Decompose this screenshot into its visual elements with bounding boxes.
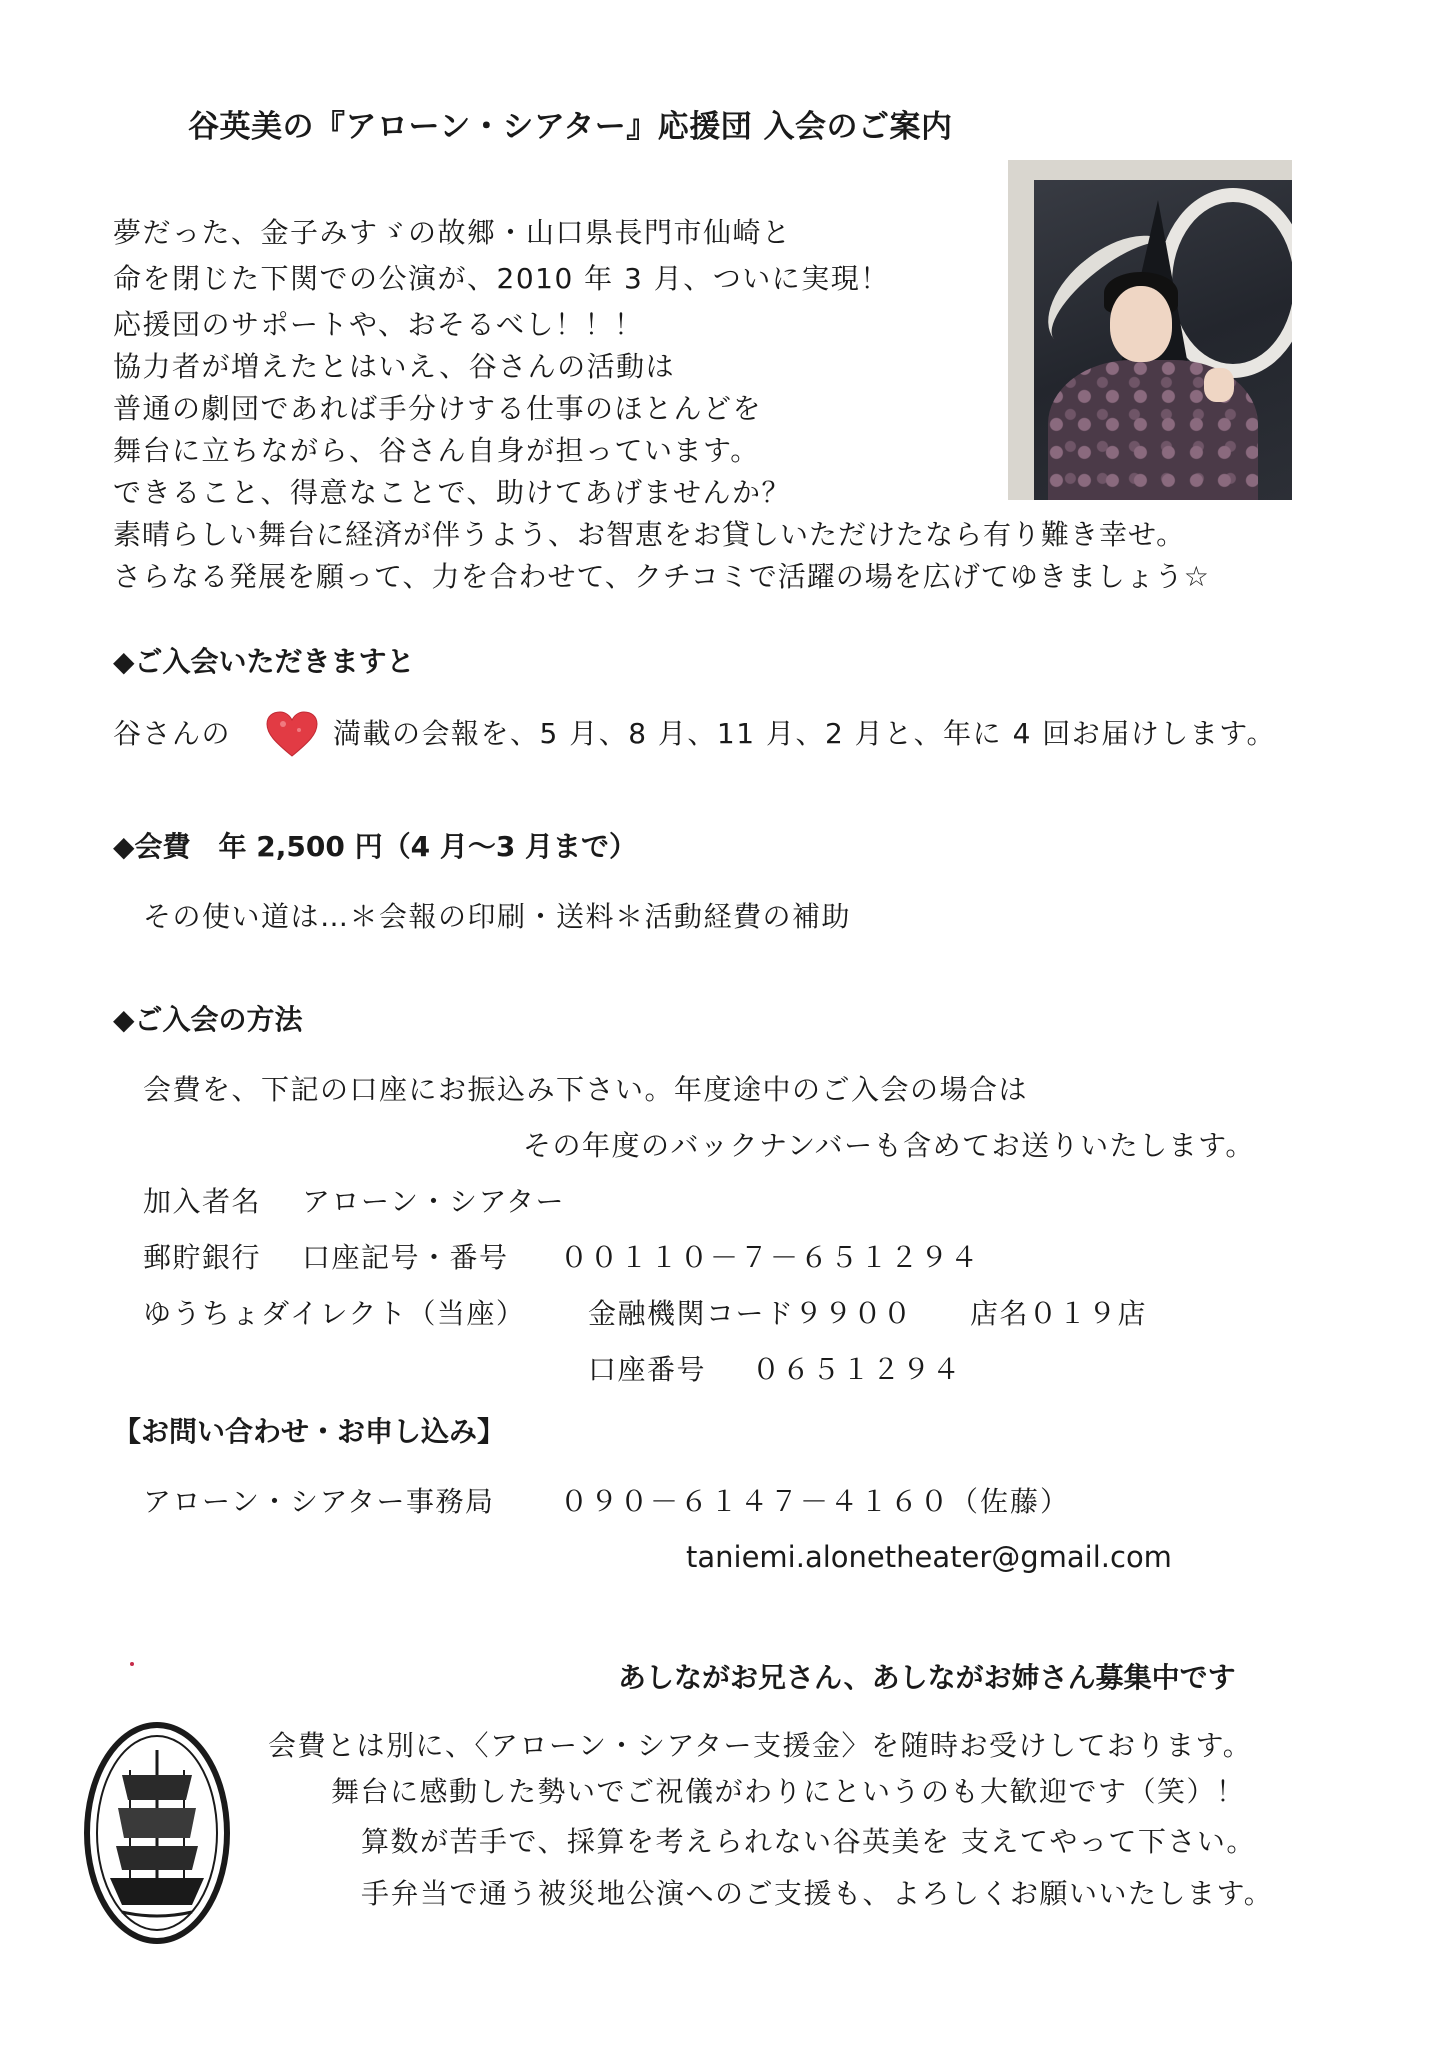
intro-line: 夢だった、金子みすゞの故郷・山口県長門市仙崎と: [113, 216, 792, 249]
join-text-after: 満載の会報を、5 月、8 月、11 月、2 月と、年に 4 回お届けします。: [333, 717, 1277, 750]
intro-line: さらなる発展を願って、力を合わせて、クチコミで活躍の場を広げてゆきましょう☆: [113, 560, 1210, 593]
intro-line: 命を閉じた下関での公演が、2010 年 3 月、ついに実現！: [113, 262, 890, 295]
intro-line: できること、得意なことで、助けてあげませんか？: [113, 476, 791, 509]
intro-line: 協力者が増えたとはいえ、谷さんの活動は: [113, 350, 676, 383]
section-fee-heading: ◆会費 年 2,500 円（4 月〜3 月まで）: [113, 830, 638, 863]
subscriber-label: 加入者名: [143, 1185, 262, 1218]
office-label: アローン・シアター事務局: [143, 1485, 495, 1518]
contact-heading: 【お問い合わせ・お申し込み】: [113, 1415, 506, 1448]
intro-line: 応援団のサポートや、おそるべし！！！: [113, 308, 644, 341]
recruit-line: 会費とは別に、〈アローン・シアター支援金〉を随時お受けしております。: [268, 1729, 1253, 1762]
recruit-line: 舞台に感動した勢いでご祝儀がわりにというのも大歓迎です（笑）！: [331, 1775, 1246, 1808]
recruit-line: 算数が苦手で、採算を考えられない谷英美を 支えてやって下さい。: [361, 1825, 1256, 1858]
section-join-heading: ◆ご入会いただきますと: [113, 645, 415, 678]
account-no-label: 口座番号: [588, 1353, 707, 1386]
method-line2: その年度のバックナンバーも含めてお送りいたします。: [523, 1129, 1255, 1162]
account-no-value: ０６５１２９４: [752, 1353, 963, 1386]
contact-phone: ０９０－６１４７－４１６０（佐藤）: [560, 1485, 1071, 1518]
recruit-heading: あしながお兄さん、あしながお姉さん募集中です: [618, 1661, 1236, 1694]
join-text-before: 谷さんの: [113, 717, 232, 750]
performer-photo: [1008, 160, 1292, 500]
postal-account-value: ００１１０－７－６５１２９４: [560, 1241, 981, 1274]
method-line1: 会費を、下記の口座にお振込み下さい。年度途中のご入会の場合は: [143, 1073, 1029, 1106]
direct-label: ゆうちょダイレクト（当座）: [143, 1297, 526, 1330]
section-method-heading: ◆ご入会の方法: [113, 1003, 303, 1036]
postal-account-label: 口座記号・番号: [302, 1241, 509, 1274]
subscriber-value: アローン・シアター: [302, 1185, 565, 1218]
fee-usage: その使い道は…＊会報の印刷・送料＊活動経費の補助: [143, 900, 852, 933]
intro-line: 普通の劇団であれば手分けする仕事のほとんどを: [113, 392, 763, 425]
bank-code: 金融機関コード９９００: [588, 1297, 913, 1330]
intro-line: 素晴らしい舞台に経済が伴うよう、お智恵をお貸しいただけたなら有り難き幸せ。: [113, 518, 1186, 551]
ship-emblem-icon: [82, 1720, 232, 1946]
contact-email[interactable]: taniemi.alonetheater@gmail.com: [686, 1540, 1172, 1574]
intro-line: 舞台に立ちながら、谷さん自身が担っています。: [113, 434, 760, 467]
heart-icon: [265, 710, 319, 758]
recruit-line: 手弁当で通う被災地公演へのご支援も、よろしくお願いいたします。: [361, 1877, 1274, 1910]
stray-mark: [130, 1662, 134, 1666]
postal-label: 郵貯銀行: [143, 1241, 262, 1274]
branch-name: 店名０１９店: [970, 1297, 1148, 1330]
page-title: 谷英美の『アローン・シアター』応援団 入会のご案内: [188, 109, 953, 145]
